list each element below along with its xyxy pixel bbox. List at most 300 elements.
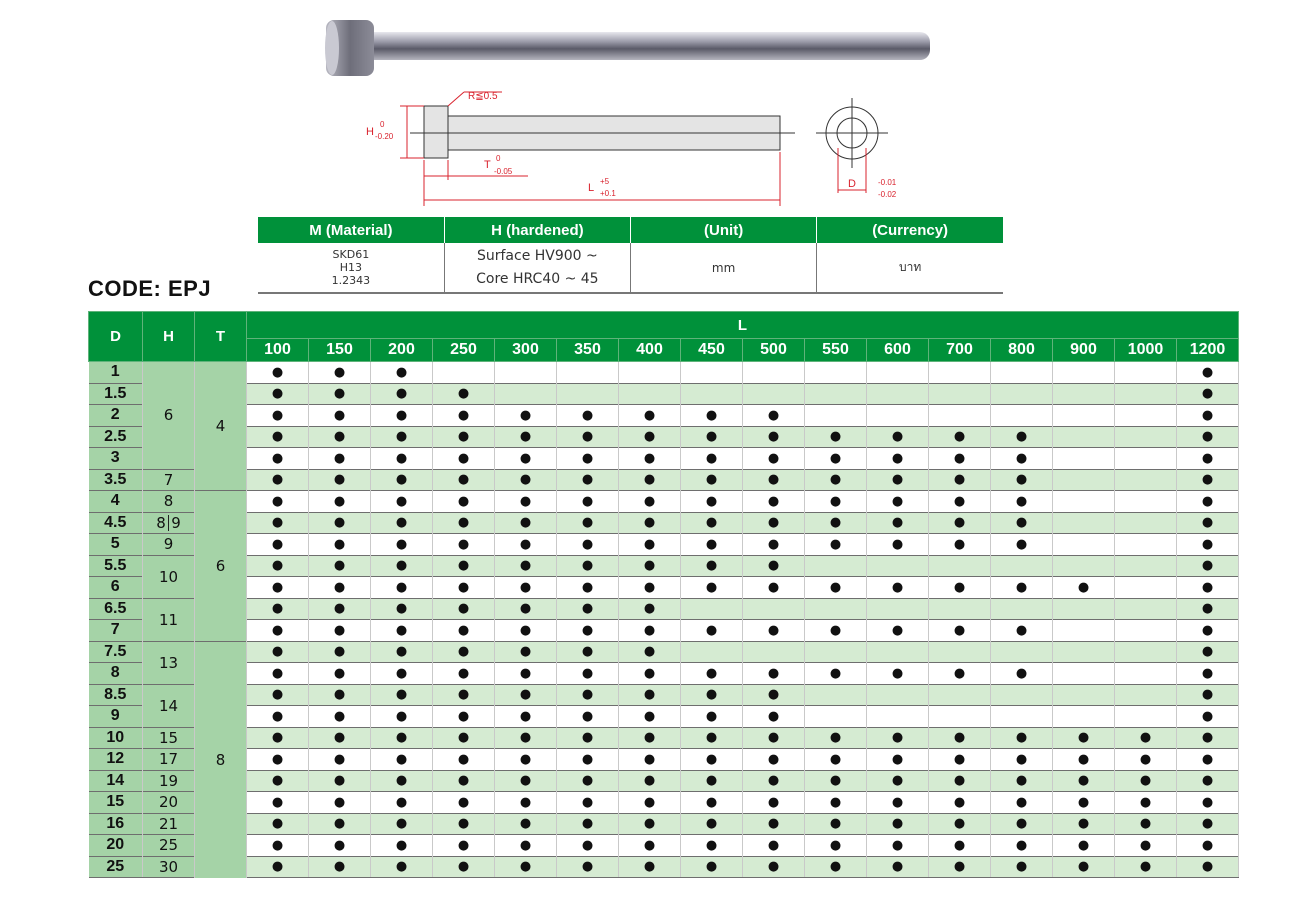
available-dot: ●: [743, 835, 805, 857]
empty-cell: [867, 684, 929, 706]
t-cell: 6: [195, 491, 247, 642]
empty-cell: [1115, 577, 1177, 599]
available-dot: ●: [371, 491, 433, 513]
available-dot: ●: [371, 641, 433, 663]
available-dot: ●: [247, 426, 309, 448]
table-row: [89, 469, 1239, 491]
available-dot: ●: [247, 620, 309, 642]
available-dot: ●: [805, 792, 867, 814]
available-dot: ●: [1053, 792, 1115, 814]
available-dot: ●: [371, 813, 433, 835]
empty-cell: [557, 362, 619, 384]
empty-cell: [1115, 512, 1177, 534]
empty-cell: [805, 405, 867, 427]
spec-table: [258, 217, 1003, 294]
available-dot: ●: [1177, 426, 1239, 448]
column-header-t: T: [195, 312, 247, 362]
available-dot: ●: [991, 534, 1053, 556]
empty-cell: [1053, 362, 1115, 384]
available-dot: ●: [681, 684, 743, 706]
empty-cell: [991, 405, 1053, 427]
empty-cell: [1115, 448, 1177, 470]
available-dot: ●: [929, 512, 991, 534]
available-dot: ●: [1177, 620, 1239, 642]
available-dot: ●: [743, 663, 805, 685]
available-dot: ●: [991, 663, 1053, 685]
empty-cell: [1053, 405, 1115, 427]
available-dot: ●: [929, 663, 991, 685]
empty-cell: [681, 383, 743, 405]
d-cell: 25: [89, 856, 143, 878]
empty-cell: [867, 706, 929, 728]
available-dot: ●: [433, 469, 495, 491]
availability-table: [88, 311, 1239, 878]
empty-cell: [1115, 491, 1177, 513]
available-dot: ●: [433, 577, 495, 599]
h-cell: 17: [143, 749, 195, 771]
empty-cell: [743, 598, 805, 620]
available-dot: ●: [867, 491, 929, 513]
available-dot: ●: [681, 620, 743, 642]
available-dot: ●: [1177, 555, 1239, 577]
available-dot: ●: [991, 620, 1053, 642]
empty-cell: [557, 383, 619, 405]
available-dot: ●: [1177, 749, 1239, 771]
empty-cell: [1115, 641, 1177, 663]
available-dot: ●: [309, 555, 371, 577]
available-dot: ●: [433, 491, 495, 513]
available-dot: ●: [247, 405, 309, 427]
empty-cell: [495, 362, 557, 384]
available-dot: ●: [371, 448, 433, 470]
empty-cell: [743, 641, 805, 663]
available-dot: ●: [495, 727, 557, 749]
d-cell: 3: [89, 448, 143, 470]
available-dot: ●: [681, 555, 743, 577]
h-cell: 30: [143, 856, 195, 878]
available-dot: ●: [743, 770, 805, 792]
available-dot: ●: [743, 555, 805, 577]
empty-cell: [991, 555, 1053, 577]
available-dot: ●: [247, 835, 309, 857]
d-cell: 9: [89, 706, 143, 728]
available-dot: ●: [247, 727, 309, 749]
available-dot: ●: [929, 620, 991, 642]
available-dot: ●: [495, 641, 557, 663]
available-dot: ●: [433, 512, 495, 534]
available-dot: ●: [743, 469, 805, 491]
empty-cell: [1053, 512, 1115, 534]
l-tol-top: +5: [600, 177, 610, 186]
available-dot: ●: [867, 749, 929, 771]
available-dot: ●: [619, 813, 681, 835]
empty-cell: [929, 706, 991, 728]
empty-cell: [867, 383, 929, 405]
available-dot: ●: [557, 727, 619, 749]
available-dot: ●: [309, 835, 371, 857]
empty-cell: [1053, 555, 1115, 577]
available-dot: ●: [247, 534, 309, 556]
available-dot: ●: [433, 383, 495, 405]
empty-cell: [929, 555, 991, 577]
available-dot: ●: [1115, 813, 1177, 835]
available-dot: ●: [619, 469, 681, 491]
available-dot: ●: [433, 663, 495, 685]
available-dot: ●: [743, 856, 805, 878]
available-dot: ●: [557, 555, 619, 577]
available-dot: ●: [371, 383, 433, 405]
available-dot: ●: [1115, 770, 1177, 792]
available-dot: ●: [1177, 448, 1239, 470]
h-split-value: 8 9: [156, 513, 181, 532]
available-dot: ●: [495, 448, 557, 470]
l-header-cell: 550: [805, 339, 867, 362]
table-row: [89, 383, 1239, 405]
available-dot: ●: [991, 577, 1053, 599]
d-cell: 7: [89, 620, 143, 642]
available-dot: ●: [557, 620, 619, 642]
available-dot: ●: [805, 426, 867, 448]
available-dot: ●: [991, 856, 1053, 878]
empty-cell: [1053, 534, 1115, 556]
available-dot: ●: [1177, 663, 1239, 685]
available-dot: ●: [619, 426, 681, 448]
empty-cell: [681, 641, 743, 663]
available-dot: ●: [495, 469, 557, 491]
available-dot: ●: [433, 770, 495, 792]
empty-cell: [1115, 555, 1177, 577]
empty-cell: [805, 641, 867, 663]
l-header-cell: 350: [557, 339, 619, 362]
available-dot: ●: [371, 362, 433, 384]
available-dot: ●: [371, 620, 433, 642]
empty-cell: [681, 362, 743, 384]
available-dot: ●: [991, 770, 1053, 792]
available-dot: ●: [929, 577, 991, 599]
empty-cell: [1115, 426, 1177, 448]
d-cell: 16: [89, 813, 143, 835]
empty-cell: [929, 598, 991, 620]
h-cell: [143, 512, 195, 534]
available-dot: ●: [557, 598, 619, 620]
available-dot: ●: [681, 856, 743, 878]
available-dot: ●: [991, 469, 1053, 491]
empty-cell: [1115, 469, 1177, 491]
available-dot: ●: [433, 835, 495, 857]
available-dot: ●: [495, 426, 557, 448]
l-header-cell: 1000: [1115, 339, 1177, 362]
available-dot: ●: [433, 426, 495, 448]
available-dot: ●: [371, 555, 433, 577]
t-cell: 8: [195, 641, 247, 878]
h-cell: 25: [143, 835, 195, 857]
available-dot: ●: [371, 856, 433, 878]
table-row: [89, 749, 1239, 771]
l-header-cell: 250: [433, 339, 495, 362]
empty-cell: [1115, 405, 1177, 427]
available-dot: ●: [619, 663, 681, 685]
available-dot: ●: [495, 598, 557, 620]
table-row: [89, 512, 1239, 534]
empty-cell: [619, 383, 681, 405]
available-dot: ●: [1053, 813, 1115, 835]
available-dot: ●: [1177, 727, 1239, 749]
available-dot: ●: [433, 555, 495, 577]
empty-cell: [929, 362, 991, 384]
available-dot: ●: [433, 620, 495, 642]
d-tol-top: -0.01: [878, 178, 897, 187]
d-cell: 3.5: [89, 469, 143, 491]
available-dot: ●: [309, 362, 371, 384]
available-dot: ●: [867, 512, 929, 534]
table-row: [89, 534, 1239, 556]
available-dot: ●: [991, 426, 1053, 448]
table-row: [89, 684, 1239, 706]
available-dot: ●: [371, 749, 433, 771]
table-row: [89, 362, 1239, 384]
available-dot: ●: [247, 491, 309, 513]
available-dot: ●: [681, 448, 743, 470]
empty-cell: [805, 383, 867, 405]
available-dot: ●: [309, 598, 371, 620]
d-cell: 5: [89, 534, 143, 556]
d-cell: 7.5: [89, 641, 143, 663]
available-dot: ●: [247, 792, 309, 814]
available-dot: ●: [619, 512, 681, 534]
table-row: [89, 555, 1239, 577]
available-dot: ●: [371, 835, 433, 857]
empty-cell: [805, 684, 867, 706]
r-label: R≦0.5: [468, 91, 498, 102]
available-dot: ●: [929, 448, 991, 470]
technical-drawing: [360, 88, 920, 213]
available-dot: ●: [309, 856, 371, 878]
empty-cell: [1053, 469, 1115, 491]
available-dot: ●: [1177, 684, 1239, 706]
h-cell: 20: [143, 792, 195, 814]
h-cell: 19: [143, 770, 195, 792]
available-dot: ●: [805, 663, 867, 685]
available-dot: ●: [495, 491, 557, 513]
available-dot: ●: [1177, 792, 1239, 814]
product-code: CODE: EPJ: [88, 276, 212, 301]
available-dot: ●: [371, 512, 433, 534]
l-header-cell: 800: [991, 339, 1053, 362]
available-dot: ●: [619, 792, 681, 814]
available-dot: ●: [805, 749, 867, 771]
column-header-d: D: [89, 312, 143, 362]
available-dot: ●: [867, 577, 929, 599]
empty-cell: [991, 383, 1053, 405]
available-dot: ●: [619, 620, 681, 642]
empty-cell: [929, 641, 991, 663]
empty-cell: [1053, 426, 1115, 448]
available-dot: ●: [929, 749, 991, 771]
available-dot: ●: [929, 491, 991, 513]
d-cell: 2.5: [89, 426, 143, 448]
empty-cell: [991, 598, 1053, 620]
empty-cell: [867, 598, 929, 620]
h-tol-bottom: -0.20: [375, 132, 394, 141]
empty-cell: [1053, 598, 1115, 620]
empty-cell: [1053, 491, 1115, 513]
available-dot: ●: [681, 577, 743, 599]
available-dot: ●: [495, 792, 557, 814]
available-dot: ●: [557, 684, 619, 706]
available-dot: ●: [619, 577, 681, 599]
h-cell: 15: [143, 727, 195, 749]
d-cell: 20: [89, 835, 143, 857]
available-dot: ●: [247, 813, 309, 835]
available-dot: ●: [743, 405, 805, 427]
available-dot: ●: [495, 512, 557, 534]
material-line: SKD61: [332, 248, 370, 261]
d-label: D: [848, 178, 856, 190]
hardness-line: Surface HV900 ~: [476, 247, 598, 264]
l-header-cell: 400: [619, 339, 681, 362]
h-cell: 7: [143, 469, 195, 491]
available-dot: ●: [929, 792, 991, 814]
available-dot: ●: [991, 727, 1053, 749]
available-dot: ●: [743, 512, 805, 534]
available-dot: ●: [1177, 641, 1239, 663]
available-dot: ●: [371, 598, 433, 620]
spec-header-unit: (Unit): [631, 217, 817, 243]
available-dot: ●: [805, 727, 867, 749]
empty-cell: [867, 555, 929, 577]
available-dot: ●: [743, 426, 805, 448]
available-dot: ●: [247, 555, 309, 577]
d-cell: 6: [89, 577, 143, 599]
available-dot: ●: [371, 534, 433, 556]
h-cell: 14: [143, 684, 195, 727]
available-dot: ●: [309, 448, 371, 470]
available-dot: ●: [929, 469, 991, 491]
empty-cell: [1115, 383, 1177, 405]
available-dot: ●: [557, 448, 619, 470]
empty-cell: [1115, 663, 1177, 685]
available-dot: ●: [495, 813, 557, 835]
available-dot: ●: [743, 534, 805, 556]
available-dot: ●: [433, 448, 495, 470]
available-dot: ●: [557, 792, 619, 814]
available-dot: ●: [619, 448, 681, 470]
spec-header-hardened: H (hardened): [444, 217, 630, 243]
table-row: [89, 641, 1239, 663]
available-dot: ●: [619, 856, 681, 878]
empty-cell: [495, 383, 557, 405]
available-dot: ●: [805, 534, 867, 556]
d-cell: 14: [89, 770, 143, 792]
available-dot: ●: [681, 792, 743, 814]
available-dot: ●: [1115, 749, 1177, 771]
currency-value: บาท: [817, 243, 1003, 293]
available-dot: ●: [433, 641, 495, 663]
available-dot: ●: [929, 856, 991, 878]
available-dot: ●: [743, 684, 805, 706]
available-dot: ●: [309, 534, 371, 556]
table-row: [89, 491, 1239, 513]
available-dot: ●: [867, 663, 929, 685]
empty-cell: [743, 383, 805, 405]
available-dot: ●: [309, 684, 371, 706]
available-dot: ●: [371, 405, 433, 427]
available-dot: ●: [805, 620, 867, 642]
available-dot: ●: [309, 469, 371, 491]
available-dot: ●: [805, 856, 867, 878]
available-dot: ●: [371, 663, 433, 685]
available-dot: ●: [557, 491, 619, 513]
available-dot: ●: [495, 835, 557, 857]
material-line: H13: [339, 261, 363, 274]
table-row: [89, 405, 1239, 427]
l-header-cell: 300: [495, 339, 557, 362]
d-cell: 1.5: [89, 383, 143, 405]
l-header-cell: 500: [743, 339, 805, 362]
available-dot: ●: [557, 577, 619, 599]
available-dot: ●: [557, 534, 619, 556]
available-dot: ●: [681, 491, 743, 513]
t-tol-bottom: -0.05: [494, 167, 513, 176]
available-dot: ●: [681, 770, 743, 792]
table-row: [89, 727, 1239, 749]
t-cell: 4: [195, 362, 247, 491]
l-header-cell: 900: [1053, 339, 1115, 362]
available-dot: ●: [1053, 856, 1115, 878]
available-dot: ●: [805, 770, 867, 792]
table-row: [89, 448, 1239, 470]
l-header-cell: 450: [681, 339, 743, 362]
available-dot: ●: [805, 512, 867, 534]
l-header-cell: 150: [309, 339, 371, 362]
available-dot: ●: [495, 706, 557, 728]
available-dot: ●: [433, 684, 495, 706]
available-dot: ●: [619, 598, 681, 620]
available-dot: ●: [619, 684, 681, 706]
available-dot: ●: [867, 448, 929, 470]
empty-cell: [805, 362, 867, 384]
available-dot: ●: [1115, 792, 1177, 814]
available-dot: ●: [681, 663, 743, 685]
available-dot: ●: [619, 835, 681, 857]
available-dot: ●: [743, 792, 805, 814]
l-header-cell: 600: [867, 339, 929, 362]
available-dot: ●: [743, 491, 805, 513]
ejector-pin-illustration: [318, 14, 943, 84]
available-dot: ●: [805, 491, 867, 513]
available-dot: ●: [1177, 405, 1239, 427]
empty-cell: [1053, 448, 1115, 470]
available-dot: ●: [309, 512, 371, 534]
available-dot: ●: [495, 684, 557, 706]
available-dot: ●: [309, 749, 371, 771]
table-row: [89, 598, 1239, 620]
available-dot: ●: [309, 663, 371, 685]
available-dot: ●: [681, 534, 743, 556]
available-dot: ●: [309, 770, 371, 792]
available-dot: ●: [371, 426, 433, 448]
available-dot: ●: [867, 469, 929, 491]
empty-cell: [1115, 706, 1177, 728]
d-tol-bottom: -0.02: [878, 190, 897, 199]
l-header-cell: 200: [371, 339, 433, 362]
available-dot: ●: [557, 512, 619, 534]
empty-cell: [991, 362, 1053, 384]
available-dot: ●: [1053, 577, 1115, 599]
material-line: 1.2343: [331, 274, 371, 287]
available-dot: ●: [1177, 383, 1239, 405]
empty-cell: [805, 706, 867, 728]
